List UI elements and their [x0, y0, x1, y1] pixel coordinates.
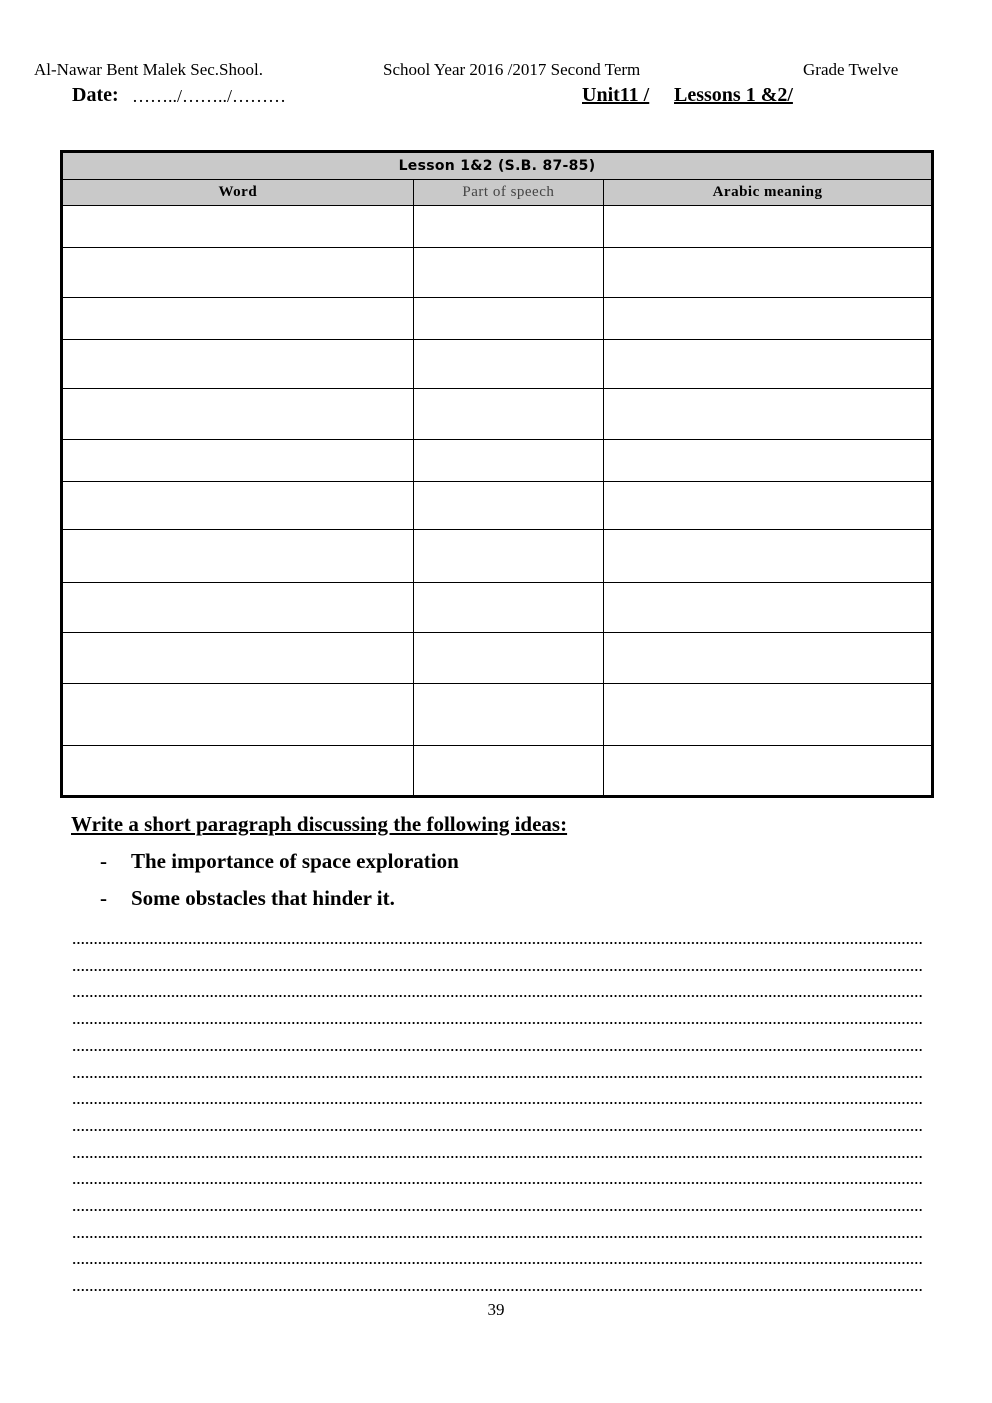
table-row: [62, 248, 933, 298]
writing-line[interactable]: [72, 1262, 922, 1264]
arabic-meaning-cell[interactable]: [604, 530, 933, 583]
arabic-meaning-cell[interactable]: [604, 440, 933, 482]
writing-line[interactable]: [72, 1102, 922, 1104]
part-of-speech-cell[interactable]: [413, 482, 603, 530]
table-row: [62, 583, 933, 633]
bullet-dash: -: [100, 849, 107, 873]
writing-line[interactable]: [72, 1236, 922, 1238]
table-row: [62, 298, 933, 340]
word-cell[interactable]: [62, 746, 414, 797]
table-row: [62, 684, 933, 746]
arabic-meaning-cell[interactable]: [604, 206, 933, 248]
word-cell[interactable]: [62, 298, 414, 340]
table-row: [62, 530, 933, 583]
table-row: [62, 206, 933, 248]
arabic-meaning-cell[interactable]: [604, 633, 933, 684]
word-cell[interactable]: [62, 684, 414, 746]
unit-label: Unit11 /: [582, 84, 650, 106]
vocabulary-table: [60, 150, 934, 798]
school-year: School Year 2016 /2017 Second Term: [383, 60, 641, 79]
arabic-meaning-cell[interactable]: [604, 482, 933, 530]
table-row: [62, 482, 933, 530]
part-of-speech-cell[interactable]: [413, 633, 603, 684]
arabic-meaning-cell[interactable]: [604, 746, 933, 797]
idea-text: Some obstacles that hinder it.: [131, 886, 395, 910]
writing-line[interactable]: [72, 995, 922, 997]
writing-instruction: Write a short paragraph discussing the following ideas:: [71, 812, 568, 836]
writing-line[interactable]: [72, 1076, 922, 1078]
writing-line[interactable]: [72, 1156, 922, 1158]
vocabulary-table-body: [62, 206, 933, 797]
idea-bullet: [100, 849, 459, 874]
writing-line[interactable]: [72, 1209, 922, 1211]
writing-line[interactable]: [72, 1129, 922, 1131]
word-cell[interactable]: [62, 530, 414, 583]
part-of-speech-cell[interactable]: [413, 206, 603, 248]
table-row: [62, 746, 933, 797]
writing-line[interactable]: [72, 1049, 922, 1051]
word-cell[interactable]: [62, 633, 414, 684]
grade-level: Grade Twelve: [803, 60, 899, 79]
arabic-meaning-cell[interactable]: [604, 298, 933, 340]
date-blank[interactable]: ……../……../………: [132, 86, 287, 106]
word-cell[interactable]: [62, 206, 414, 248]
table-row: [62, 440, 933, 482]
page-number: 39: [487, 1300, 505, 1319]
idea-text: The importance of space exploration: [131, 849, 459, 873]
lessons-label: Lessons 1 &2/: [674, 84, 793, 106]
part-of-speech-cell[interactable]: [413, 583, 603, 633]
word-cell[interactable]: [62, 482, 414, 530]
writing-line[interactable]: [72, 969, 922, 971]
part-of-speech-cell[interactable]: [413, 746, 603, 797]
bullet-dash: -: [100, 886, 107, 910]
part-of-speech-cell[interactable]: [413, 440, 603, 482]
writing-line[interactable]: [72, 1289, 922, 1291]
table-row: [62, 340, 933, 389]
part-of-speech-cell[interactable]: [413, 340, 603, 389]
arabic-meaning-cell[interactable]: [604, 340, 933, 389]
column-header-part-of-speech: Part of speech: [413, 180, 603, 206]
arabic-meaning-cell[interactable]: [604, 248, 933, 298]
word-cell[interactable]: [62, 440, 414, 482]
writing-line[interactable]: [72, 1182, 922, 1184]
word-cell[interactable]: [62, 389, 414, 440]
word-cell[interactable]: [62, 583, 414, 633]
table-row: [62, 633, 933, 684]
table-row: [62, 389, 933, 440]
table-title: Lesson 1&2 (S.B. 87-85): [62, 152, 933, 180]
school-name: Al-Nawar Bent Malek Sec.Shool.: [34, 60, 263, 79]
part-of-speech-cell[interactable]: [413, 530, 603, 583]
part-of-speech-cell[interactable]: [413, 298, 603, 340]
writing-line[interactable]: [72, 1022, 922, 1024]
idea-bullet: [100, 886, 395, 911]
column-header-word: Word: [62, 180, 414, 206]
arabic-meaning-cell[interactable]: [604, 684, 933, 746]
date-label: Date:: [72, 84, 119, 106]
arabic-meaning-cell[interactable]: [604, 583, 933, 633]
part-of-speech-cell[interactable]: [413, 684, 603, 746]
column-header-arabic-meaning: Arabic meaning: [604, 180, 933, 206]
part-of-speech-cell[interactable]: [413, 389, 603, 440]
word-cell[interactable]: [62, 248, 414, 298]
part-of-speech-cell[interactable]: [413, 248, 603, 298]
writing-line[interactable]: [72, 942, 922, 944]
word-cell[interactable]: [62, 340, 414, 389]
arabic-meaning-cell[interactable]: [604, 389, 933, 440]
